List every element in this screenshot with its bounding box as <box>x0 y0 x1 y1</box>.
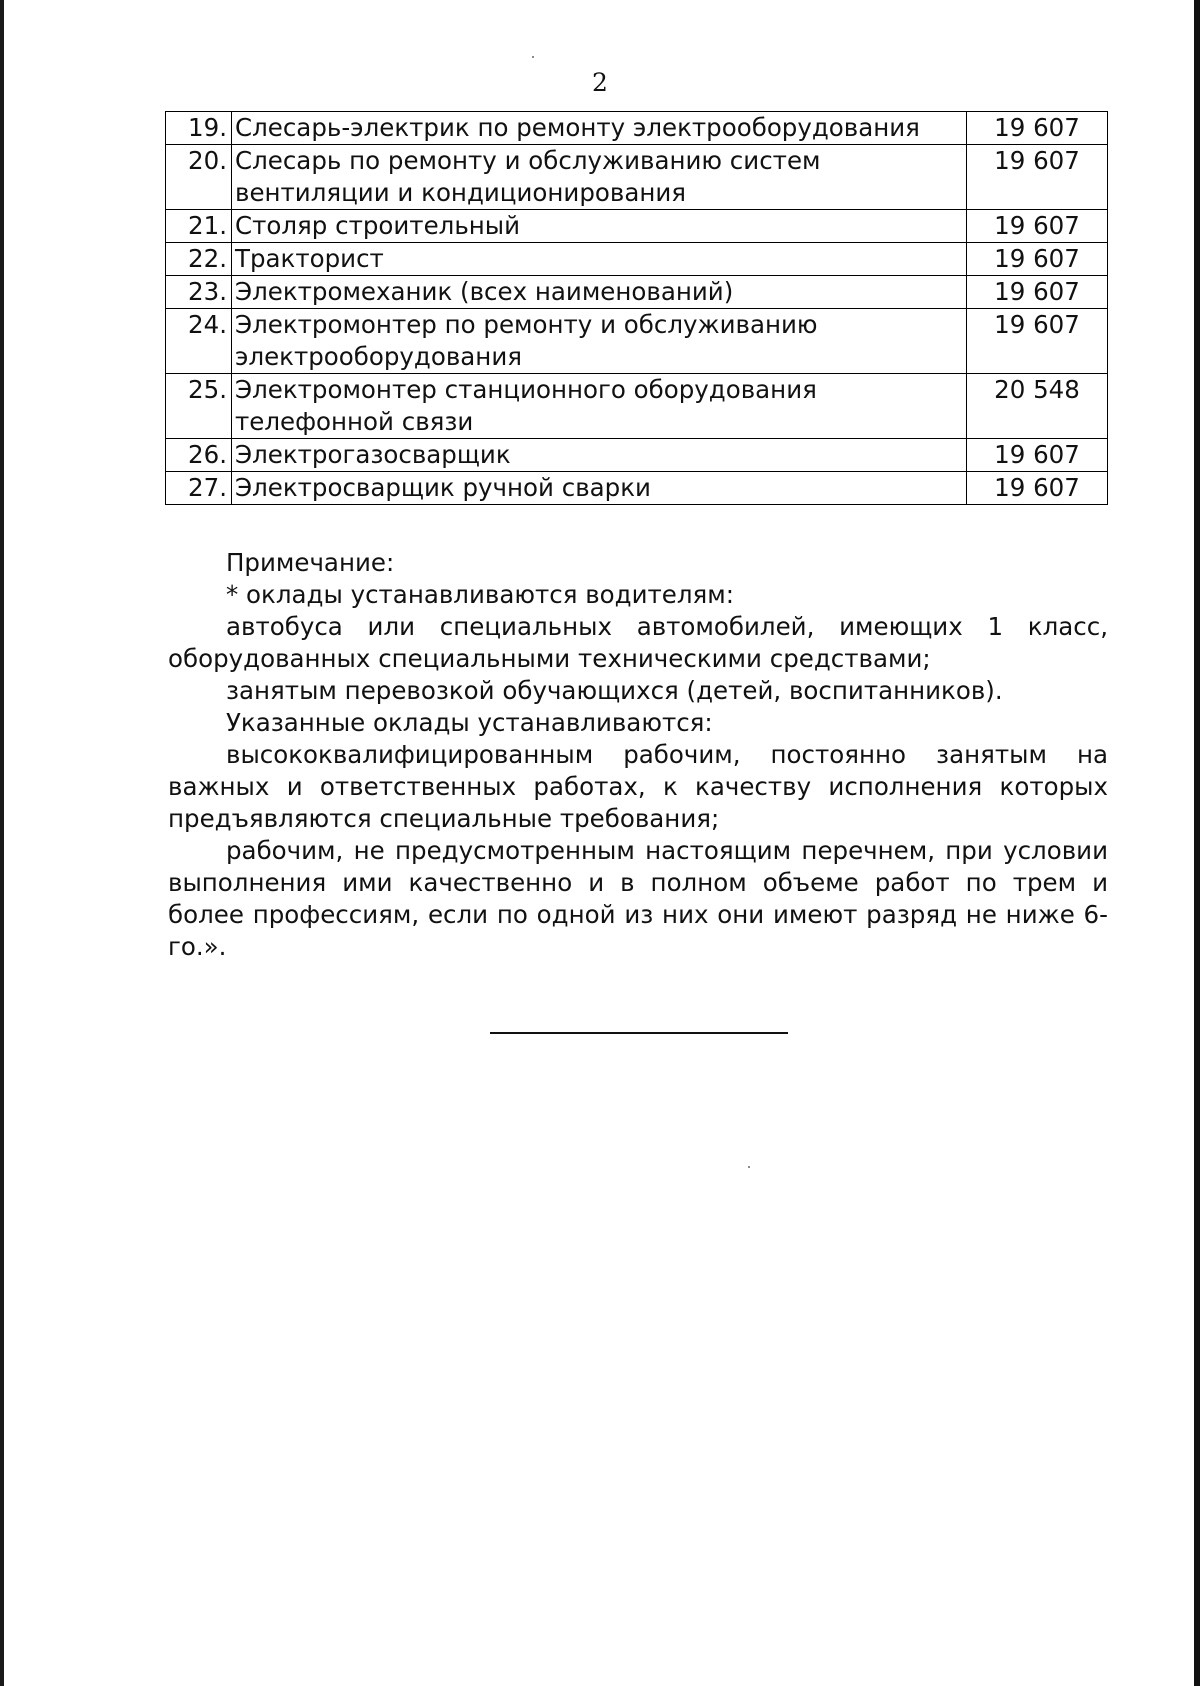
row-number: 26. <box>166 439 232 472</box>
profession-name: Электромонтер по ремонту и обслуживанию электрооборудования <box>232 309 967 374</box>
scan-speck <box>532 56 534 58</box>
note-paragraph: занятым перевозкой обучающихся (детей, воспитанников). <box>226 676 1003 705</box>
table-row <box>166 145 1108 210</box>
salary-value: 19 607 <box>967 276 1108 309</box>
note-paragraph: Указанные оклады устанавливаются: <box>226 708 713 737</box>
end-separator-line <box>490 1032 788 1034</box>
salary-value: 19 607 <box>967 309 1108 374</box>
salary-value: 19 607 <box>967 112 1108 145</box>
salary-value: 19 607 <box>967 472 1108 505</box>
salary-value: 19 607 <box>967 145 1108 210</box>
salary-value: 19 607 <box>967 243 1108 276</box>
scan-speck <box>748 1166 750 1168</box>
table-row <box>166 112 1108 145</box>
notes-heading: Примечание: <box>226 548 395 577</box>
salary-table <box>165 111 1108 505</box>
profession-name: Слесарь-электрик по ремонту электрооборудования <box>232 112 967 145</box>
row-number: 25. <box>166 374 232 439</box>
profession-name: Тракторист <box>232 243 967 276</box>
salary-value: 19 607 <box>967 439 1108 472</box>
table-row <box>166 309 1108 374</box>
row-number: 27. <box>166 472 232 505</box>
table-row <box>166 210 1108 243</box>
notes-section <box>168 547 1108 963</box>
page-number: 2 <box>592 68 608 97</box>
salary-value: 19 607 <box>967 210 1108 243</box>
profession-name: Столяр строительный <box>232 210 967 243</box>
note-paragraph: высококвалифицированным рабочим, постоянно занятым на важных и ответственных работах, к качеству исполнения которых предъявляются специальные требования; <box>168 740 1108 833</box>
row-number: 22. <box>166 243 232 276</box>
profession-name: Электромонтер станционного оборудования телефонной связи <box>232 374 967 439</box>
row-number: 21. <box>166 210 232 243</box>
row-number: 19. <box>166 112 232 145</box>
profession-name: Электрогазосварщик <box>232 439 967 472</box>
row-number: 24. <box>166 309 232 374</box>
note-paragraph: автобуса или специальных автомобилей, имеющих 1 класс, оборудованных специальными техническими средствами; <box>168 612 1108 673</box>
scan-edge-left <box>0 0 4 1686</box>
table-row <box>166 439 1108 472</box>
row-number: 20. <box>166 145 232 210</box>
profession-name: Электросварщик ручной сварки <box>232 472 967 505</box>
salary-value: 20 548 <box>967 374 1108 439</box>
table-row <box>166 243 1108 276</box>
profession-name: Слесарь по ремонту и обслуживанию систем вентиляции и кондиционирования <box>232 145 967 210</box>
profession-name: Электромеханик (всех наименований) <box>232 276 967 309</box>
table-row <box>166 374 1108 439</box>
table-row <box>166 276 1108 309</box>
note-paragraph: рабочим, не предусмотренным настоящим перечнем, при условии выполнения ими качественно и в полном объеме работ по трем и более профессиям, если по одной из них они имеют разряд не ниже 6-го.». <box>168 836 1108 961</box>
note-paragraph: * оклады устанавливаются водителям: <box>226 580 734 609</box>
scan-edge-right <box>1194 0 1200 1686</box>
row-number: 23. <box>166 276 232 309</box>
table-row <box>166 472 1108 505</box>
